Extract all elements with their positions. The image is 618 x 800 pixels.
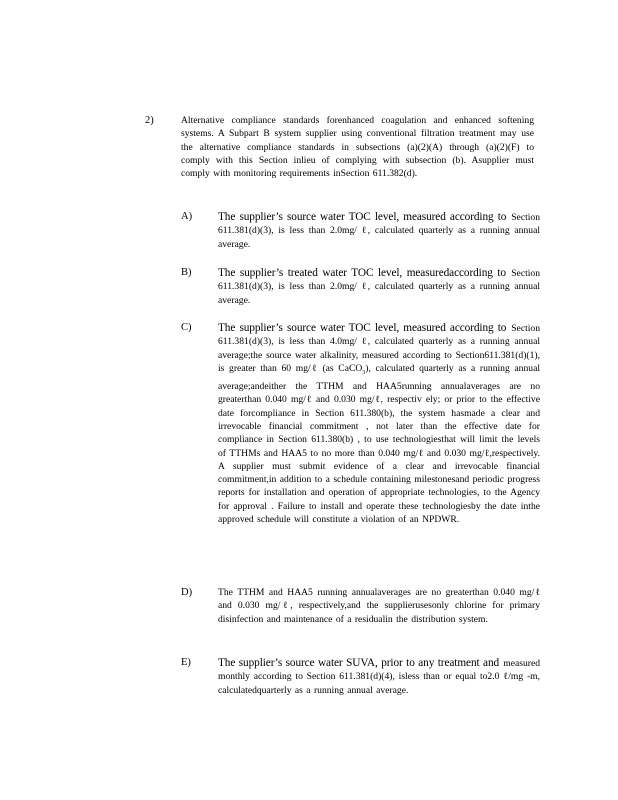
item-c-subscript: 3: [362, 369, 366, 376]
section-number: 2): [145, 115, 154, 126]
item-a-lead: The supplier’s source water TOC level, measured according to: [218, 211, 507, 223]
item-c-text-part1: Section 611.381(d)(3), is less than 4.0mg/ ℓ, calculated quarterly as a running annual average;the source water alkalinity, measured according to Section611.381(d)(1), is greater than 60 mg/ℓ (as CaCO: [218, 323, 540, 374]
item-a-paragraph: [218, 210, 540, 251]
section-paragraph: Alternative compliance standards forenhanced coagulation and enhanced softening systems. A Subpart B system supplier using conventional filtration treatment may use the alternative compliance standards in subsections (a)(2)(A) through (a)(2)(F) to comply with this Section inlieu of complying with subsection (b). Asupplier must comply with monitoring requirements inSection 611.382(d).: [181, 115, 534, 180]
item-e-label: E): [181, 657, 191, 668]
item-c-paragraph: [218, 321, 540, 526]
item-c-lead: The supplier’s source water TOC level, measured according to: [218, 322, 507, 334]
item-e-paragraph: [218, 656, 540, 697]
item-c-text-part2: ), calculated quarterly as a running annual average;andeither the TTHM and HAA5running annualaverages are no greaterthan 0.040 mg/ℓ and 0.030 mg/ℓ, respectiv ely; or prior to the effective date forcompliance in Section 611.380(b), the system hasmade a clear and irrevocable financial commitment , not later than the effective date for compliance in Section 611.380(b) , to use technologiesthat will limit the levels of TTHMs and HAA5 to no more than 0.040 mg/ℓ and 0.030 mg/ℓ,respectively. A supplier must submit evidence of a clear and irrevocable financial commitment,in addition to a schedule containing milestonesand periodic progress reports for installation and operation of appropriate technologies, to the Agency for approval . Failure to install and operate these technologiesby the date inthe approved schedule will constitute a violation of an NPDWR.: [218, 362, 540, 526]
item-b-label: B): [181, 267, 192, 278]
item-b-lead: The supplier’s treated water TOC level, measuredaccording to: [218, 267, 506, 279]
item-a-text: Section 611.381(d)(3), is less than 2.0mg/ ℓ, calculated quarterly as a running annual average.: [218, 212, 540, 250]
item-e-lead: The supplier’s source water SUVA, prior to any treatment and: [218, 657, 500, 669]
item-b-paragraph: [218, 266, 540, 307]
item-b-text: Section 611.381(d)(3), is less than 2.0mg/ ℓ, calculated quarterly as a running annual average.: [218, 268, 540, 306]
item-a-label: A): [181, 211, 193, 222]
item-c-label: C): [181, 322, 192, 333]
item-e-text: measured monthly according to Section 611.381(d)(4), isless than or equal to2.0 ℓ/mg -m, calculatedquarterly as a running annual average.: [218, 658, 540, 696]
item-d-paragraph: The TTHM and HAA5 running annualaverages are no greaterthan 0.040 mg/ℓ and 0.030 mg/ℓ, respectively,and the supplierusesonly chlorine for primary disinfection and maintenance of a residualin the distribution system.: [218, 587, 540, 625]
item-d-label: D): [181, 587, 193, 598]
